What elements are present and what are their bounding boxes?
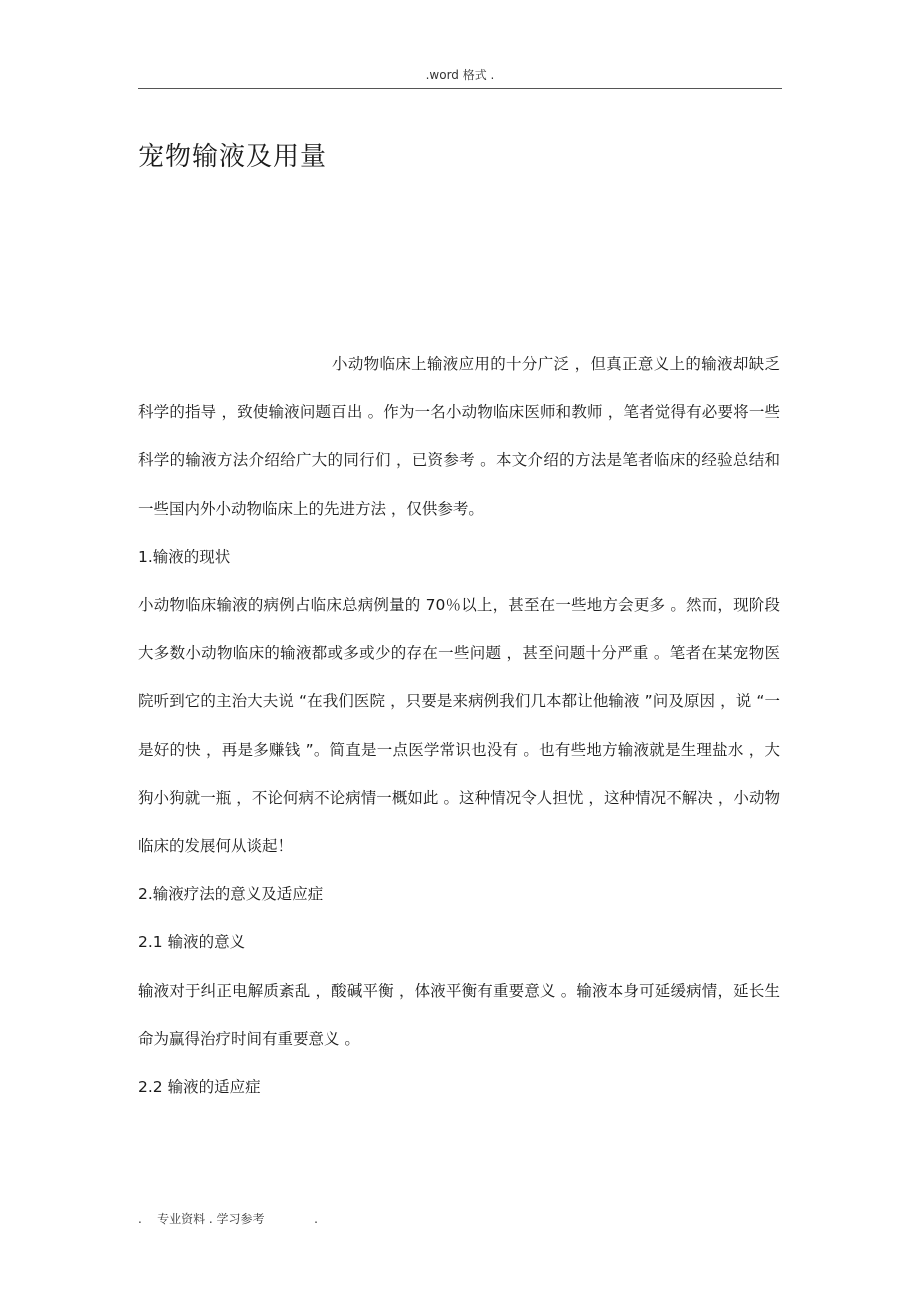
section-1-paragraph: 小动物临床输液的病例占临床总病例量的 70％以上，甚至在一些地方会更多 。然而，现阶段大多数小动物临床的输液都或多或少的存在一些问题 ，甚至问题十分严重 。笔者在某宠物医院听到它的主治大夫说 “在我们医院 ，只要是来病例我们几本都让他输液 ”问及原因 ，说 “一是好的快 ，再是多赚钱 ”。简直是一点医学常识也没有 。也有些地方输液就是生理盐水 ，大狗小狗就一瓶 ，不论何病不论病情一概如此 。这种情况令人担忧 ，这种情况不解决 ，小动物临床的发展何从谈起！ (138, 596, 780, 856)
section-2-2-heading: 2.2 输液的适应症 (138, 1078, 261, 1097)
section-2-1-heading: 2.1 输液的意义 (138, 933, 246, 952)
section-2-1-paragraph: 输液对于纠正电解质紊乱 ，酸碱平衡 ，体液平衡有重要意义 。输液本身可延缓病情，延长生命为赢得治疗时间有重要意义 。 (138, 981, 780, 1048)
document-body (138, 340, 780, 1111)
header-divider (138, 88, 782, 89)
page-footer: . 专业资料 . 学习参考 . (138, 1212, 318, 1226)
section-2-heading: 2.输液疗法的意义及适应症 (138, 885, 324, 904)
intro-paragraph: 小动物临床上输液应用的十分广泛 ，但真正意义上的输液却缺乏科学的指导 ，致使输液问题百出 。作为一名小动物临床医师和教师 ，笔者觉得有必要将一些科学的输液方法介绍给广大的同行们 ，已资参考 。本文介绍的方法是笔者临床的经验总结和一些国内外小动物临床上的先进方法 ，仅供参考。 (138, 355, 780, 518)
page-header: .word 格式 . (425, 68, 495, 82)
document-title: 宠物输液及用量 (138, 142, 328, 172)
section-1-heading: 1.输液的现状 (138, 547, 231, 566)
